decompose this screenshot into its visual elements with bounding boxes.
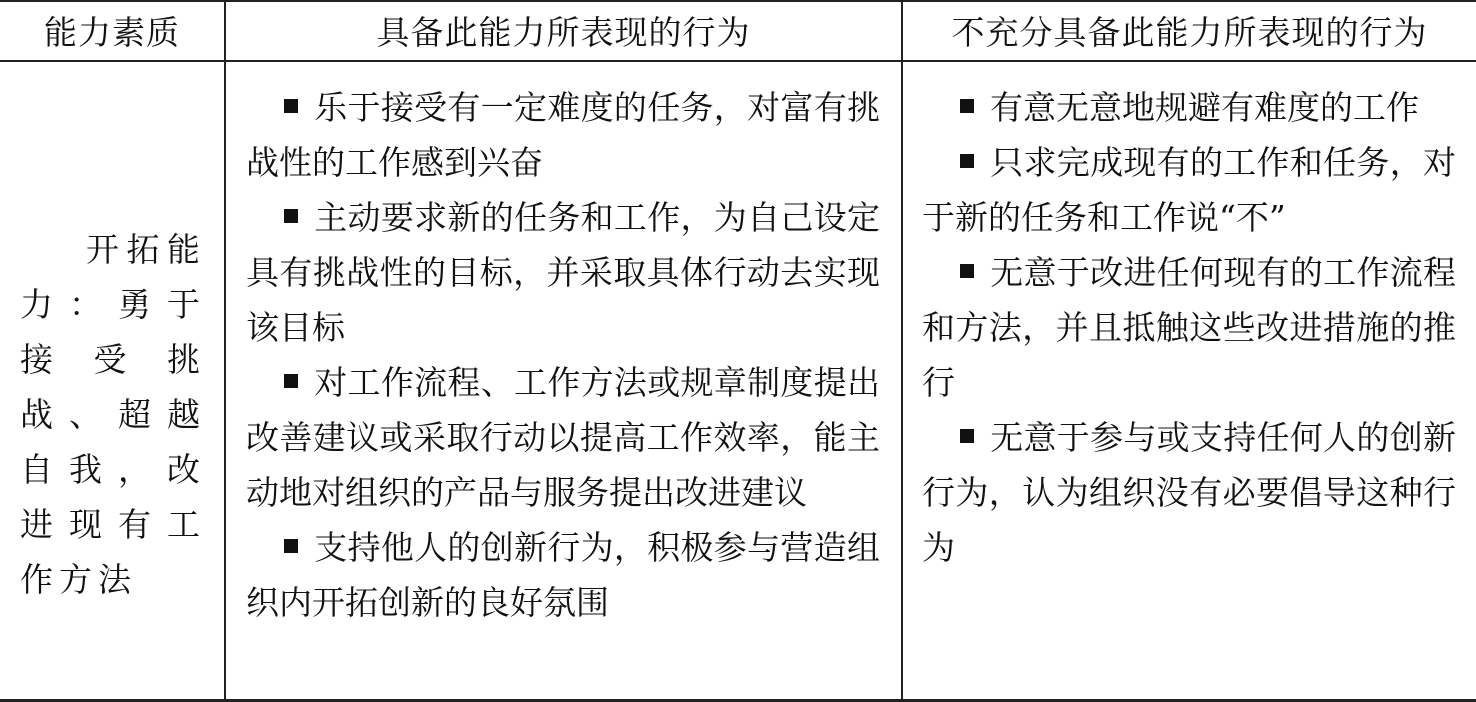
lacks-ability-item bbox=[922, 80, 1456, 135]
header-competency: 能力素质 bbox=[44, 12, 180, 52]
has-ability-item-text: 乐于接受有一定难度的任务，对富有挑战性的工作感到兴奋 bbox=[246, 88, 880, 182]
has-ability-item-text: 对工作流程、工作方法或规章制度提出改善建议或采取行动以提高工作效率，能主动地对组织的产品与服务提出改进建议 bbox=[246, 363, 880, 512]
square-bullet-icon bbox=[284, 374, 298, 388]
has-ability-cell bbox=[246, 80, 880, 630]
header-bottom-rule bbox=[0, 60, 1476, 62]
square-bullet-icon bbox=[960, 264, 974, 278]
lacks-ability-item bbox=[922, 245, 1456, 410]
lacks-ability-item-text: 只求完成现有的工作和任务，对于新的任务和工作说“不” bbox=[922, 143, 1456, 237]
has-ability-item bbox=[246, 520, 880, 630]
lacks-ability-item-text: 有意无意地规避有难度的工作 bbox=[989, 88, 1419, 127]
square-bullet-icon bbox=[960, 429, 974, 443]
header-lacks-ability: 不充分具备此能力所表现的行为 bbox=[951, 12, 1428, 52]
has-ability-item-text: 主动要求新的任务和工作，为自己设定具有挑战性的目标，并采取具体行动去实现该目标 bbox=[246, 198, 880, 347]
column-divider-2 bbox=[901, 0, 903, 702]
column-divider-1 bbox=[224, 0, 226, 702]
square-bullet-icon bbox=[960, 99, 974, 113]
competency-cell bbox=[20, 222, 206, 607]
has-ability-item bbox=[246, 355, 880, 520]
lacks-ability-item bbox=[922, 135, 1456, 245]
has-ability-item bbox=[246, 80, 880, 190]
square-bullet-icon bbox=[284, 99, 298, 113]
competency-text: 开拓能力：勇于接受挑战、超越自我，改进现有工作方法 bbox=[20, 230, 206, 599]
lacks-ability-item bbox=[922, 410, 1456, 575]
has-ability-item bbox=[246, 190, 880, 355]
lacks-ability-item-text: 无意于参与或支持任何人的创新行为，认为组织没有必要倡导这种行为 bbox=[922, 418, 1456, 567]
header-has-ability: 具备此能力所表现的行为 bbox=[376, 12, 751, 52]
lacks-ability-cell bbox=[922, 80, 1456, 575]
square-bullet-icon bbox=[284, 209, 298, 223]
square-bullet-icon bbox=[284, 539, 298, 553]
lacks-ability-item-text: 无意于改进任何现有的工作流程和方法，并且抵触这些改进措施的推行 bbox=[922, 253, 1456, 402]
has-ability-item-text: 支持他人的创新行为，积极参与营造组织内开拓创新的良好氛围 bbox=[246, 528, 880, 622]
square-bullet-icon bbox=[960, 154, 974, 168]
